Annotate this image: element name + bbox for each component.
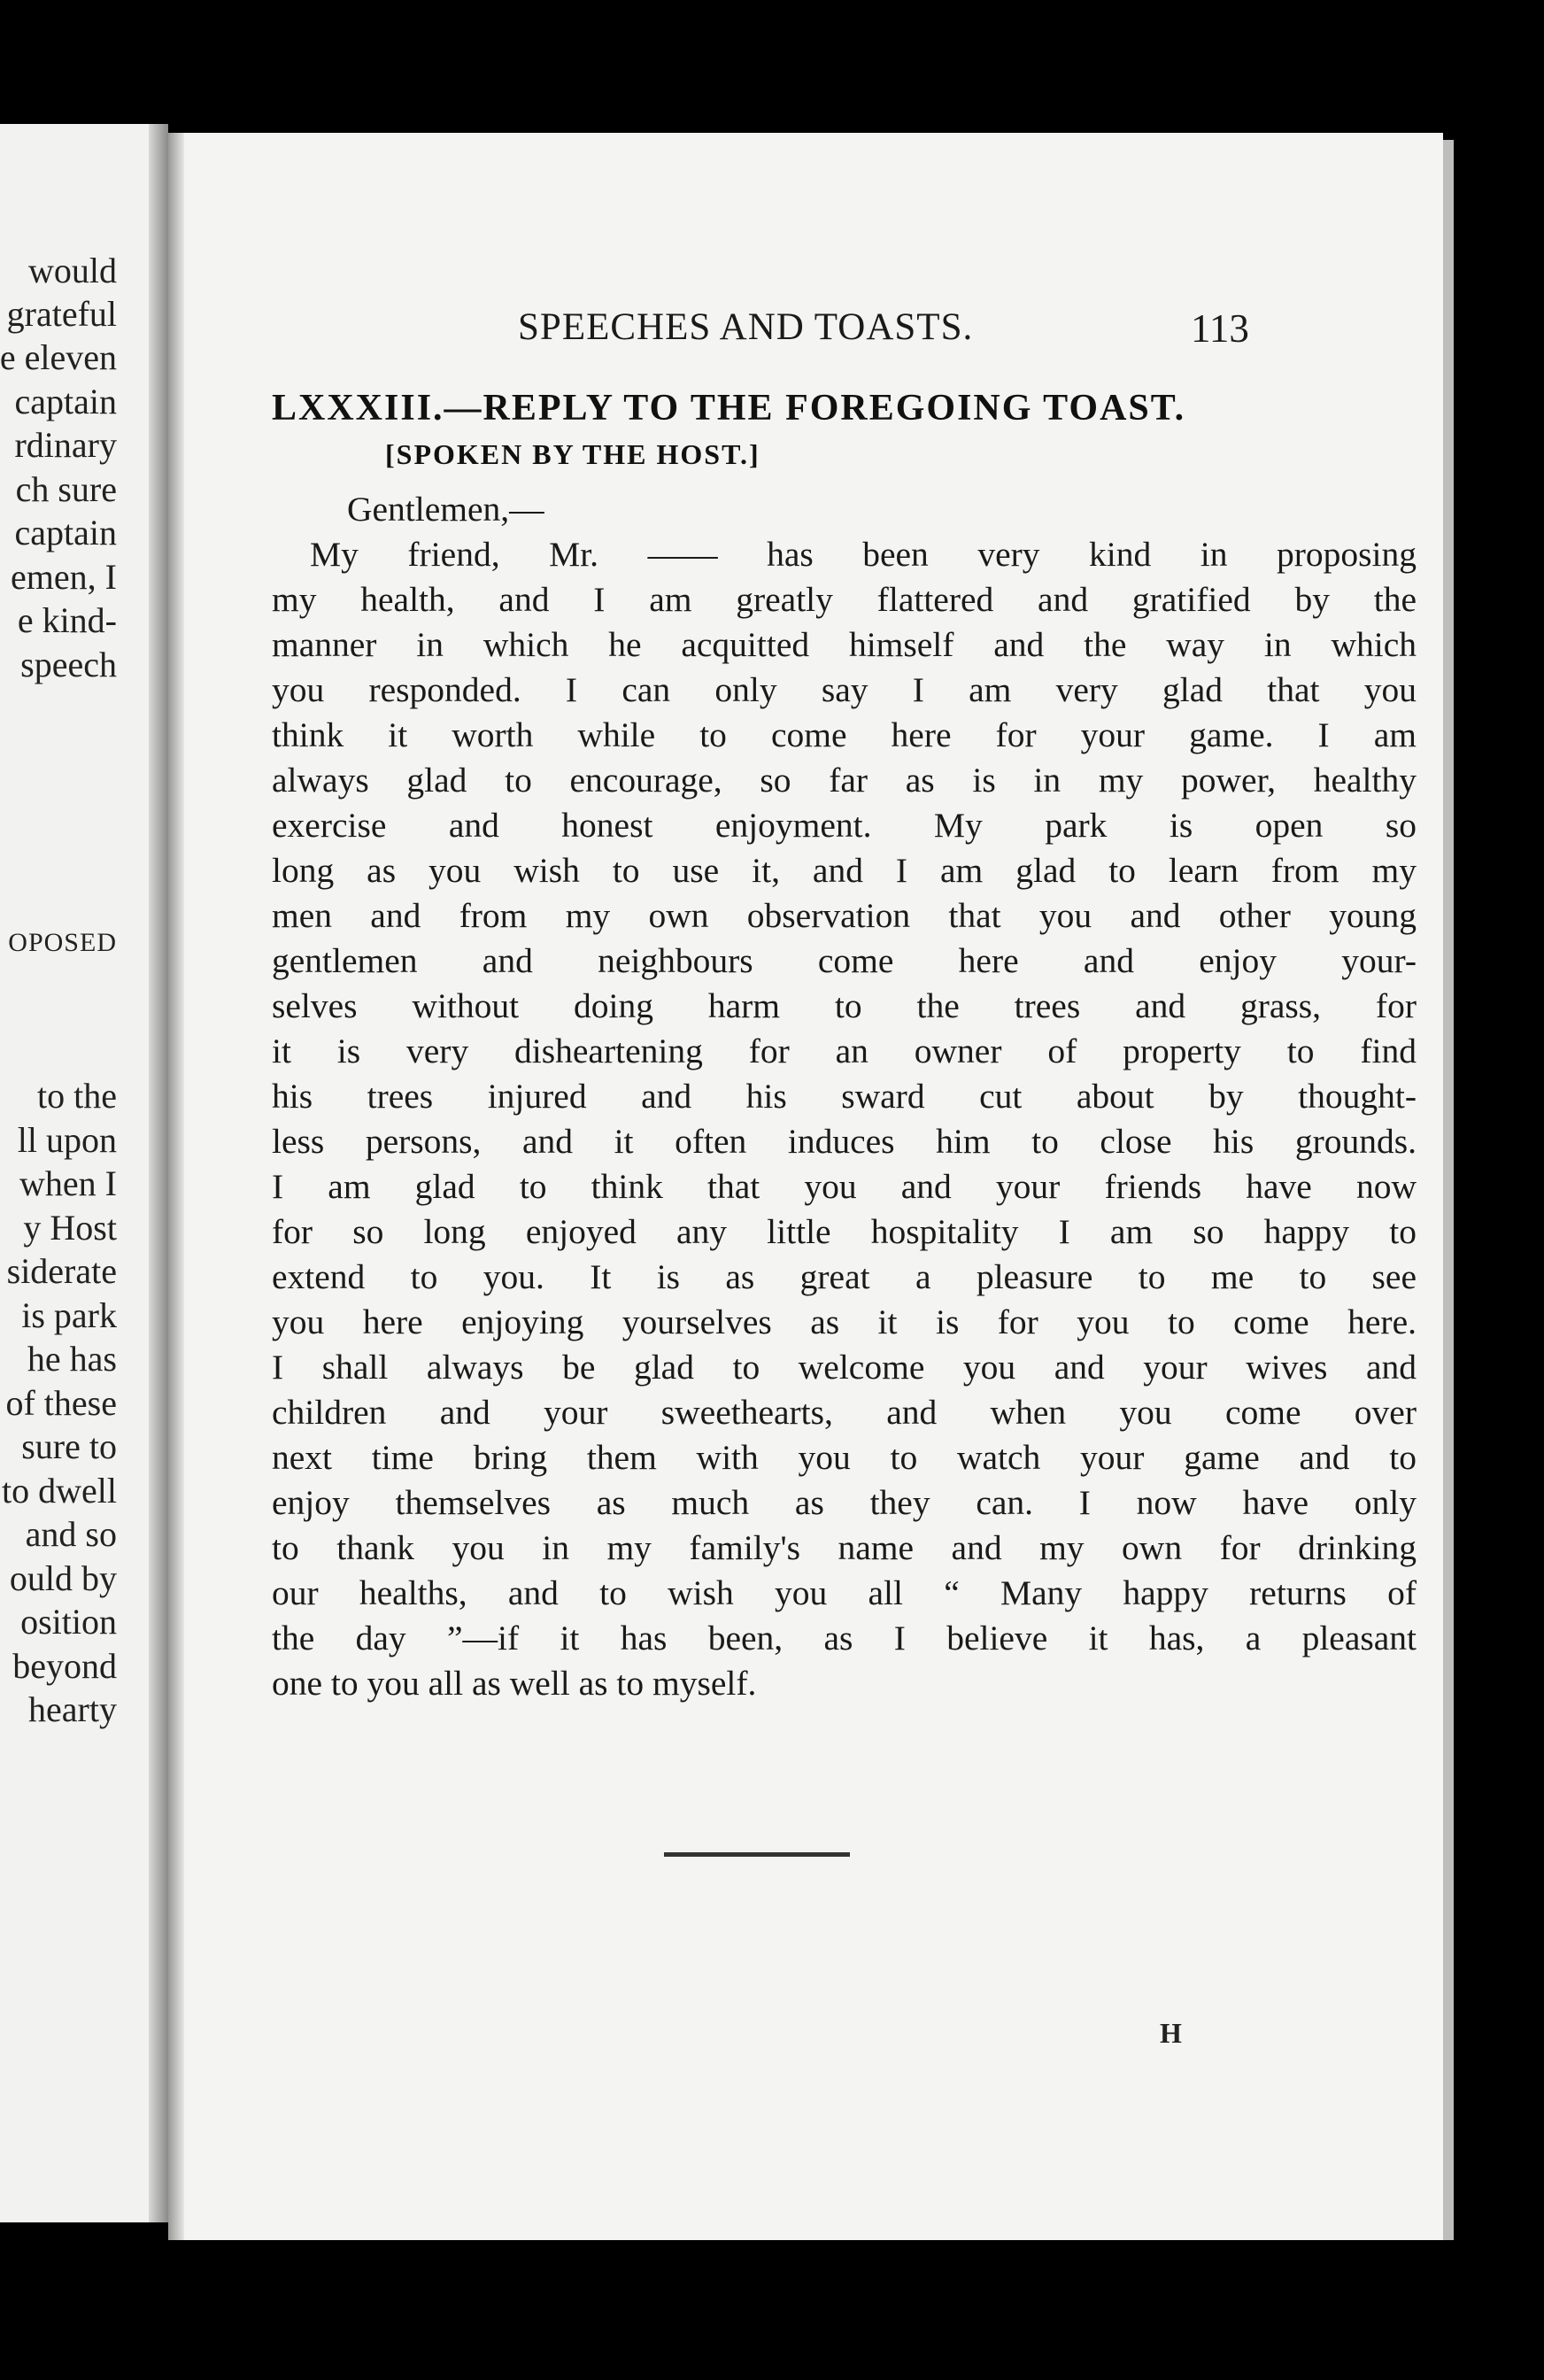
- left-page-fragment: hearty: [28, 1689, 117, 1729]
- section-attribution: [SPOKEN BY THE HOST.]: [385, 438, 760, 470]
- left-page-fragment: when I: [19, 1163, 117, 1203]
- left-page-fragment: osition: [20, 1602, 117, 1642]
- text-line: you responded. I can only say I am very glad that you: [272, 670, 1417, 709]
- left-page-gutter: [149, 124, 168, 2222]
- left-page-fragment: is park: [21, 1295, 117, 1335]
- text-line: children and your sweethearts, and when you come over: [272, 1393, 1417, 1432]
- left-page-fragment: OPOSED: [8, 928, 117, 957]
- text-line: manner in which he acquitted himself and the way in which: [272, 625, 1417, 664]
- left-page-fragment: and so: [25, 1514, 117, 1554]
- page-edge: [1443, 140, 1454, 2240]
- left-page-fragment: captain: [14, 513, 117, 552]
- main-page: [168, 133, 1443, 2240]
- signature-mark: H: [1160, 2017, 1182, 2049]
- left-page-fragment: to the: [37, 1076, 117, 1116]
- page-number: 113: [1191, 306, 1249, 351]
- text-line: you here enjoying yourselves as it is for you to come here.: [272, 1302, 1417, 1341]
- left-page: [0, 124, 168, 2222]
- text-line: less persons, and it often induces him to close his grounds.: [272, 1122, 1417, 1161]
- left-page-fragment: e kind-: [17, 600, 117, 640]
- paragraph: [272, 532, 1417, 1706]
- left-page-fragment: e eleven: [0, 337, 117, 377]
- text-line: men and from my own observation that you and other young: [272, 896, 1417, 935]
- left-page-fragment: beyond: [12, 1646, 117, 1686]
- left-page-fragment: rdinary: [14, 425, 117, 465]
- left-page-fragment: to dwell: [2, 1471, 117, 1511]
- text-line: it is very disheartening for an owner of property to find: [272, 1032, 1417, 1070]
- text-line: enjoy themselves as much as they can. I now have only: [272, 1483, 1417, 1522]
- text-line: the day ”—if it has been, as I believe it has, a pleasant: [272, 1619, 1417, 1658]
- text-line: next time bring them with you to watch your game and to: [272, 1438, 1417, 1477]
- left-page-fragment: of these: [5, 1383, 117, 1423]
- text-line: selves without doing harm to the trees and grass, for: [272, 986, 1417, 1025]
- salutation: Gentlemen,—: [347, 490, 544, 529]
- left-page-fragment: would: [28, 251, 117, 290]
- text-line: to thank you in my family's name and my own for drinking: [272, 1528, 1417, 1567]
- text-line: extend to you. It is as great a pleasure to me to see: [272, 1257, 1417, 1296]
- left-page-fragment: ch sure: [15, 469, 117, 509]
- text-line: his trees injured and his sward cut about by thought-: [272, 1077, 1417, 1116]
- page-spine-shadow: [168, 133, 184, 2240]
- text-line: our healths, and to wish you all “ Many happy returns of: [272, 1573, 1417, 1612]
- text-line: exercise and honest enjoyment. My park is open so: [272, 806, 1417, 845]
- left-page-fragment: he has: [27, 1339, 117, 1379]
- text-line: I am glad to think that you and your friends have now: [272, 1167, 1417, 1206]
- left-page-fragment: siderate: [6, 1251, 117, 1291]
- text-line: long as you wish to use it, and I am glad to learn from my: [272, 851, 1417, 890]
- text-line: my health, and I am greatly flattered and gratified by the: [272, 580, 1417, 619]
- left-page-fragment: ould by: [9, 1558, 117, 1598]
- section-end-rule: [664, 1852, 850, 1857]
- left-page-fragment: emen, I: [11, 557, 117, 597]
- text-line: gentlemen and neighbours come here and enjoy your-: [272, 941, 1417, 980]
- section-title: LXXXIII.—REPLY TO THE FOREGOING TOAST.: [272, 388, 1186, 429]
- text-line: always glad to encourage, so far as is in my power, healthy: [272, 761, 1417, 800]
- left-page-fragment: speech: [20, 645, 117, 684]
- text-line: I shall always be glad to welcome you and your wives and: [272, 1348, 1417, 1387]
- left-page-fragment: captain: [14, 382, 117, 421]
- text-line: for so long enjoyed any little hospitality I am so happy to: [272, 1212, 1417, 1251]
- text-line: My friend, Mr. —— has been very kind in proposing: [310, 535, 1417, 574]
- text-line: one to you all as well as to myself.: [272, 1664, 757, 1703]
- body-text: [272, 487, 1417, 1706]
- left-page-fragment: ll upon: [17, 1120, 117, 1160]
- left-page-fragment: grateful: [6, 294, 117, 334]
- left-page-fragment: y Host: [23, 1208, 117, 1248]
- text-line: think it worth while to come here for your game. I am: [272, 715, 1417, 754]
- running-head: SPEECHES AND TOASTS.: [518, 306, 974, 348]
- left-page-fragment: sure to: [21, 1426, 117, 1466]
